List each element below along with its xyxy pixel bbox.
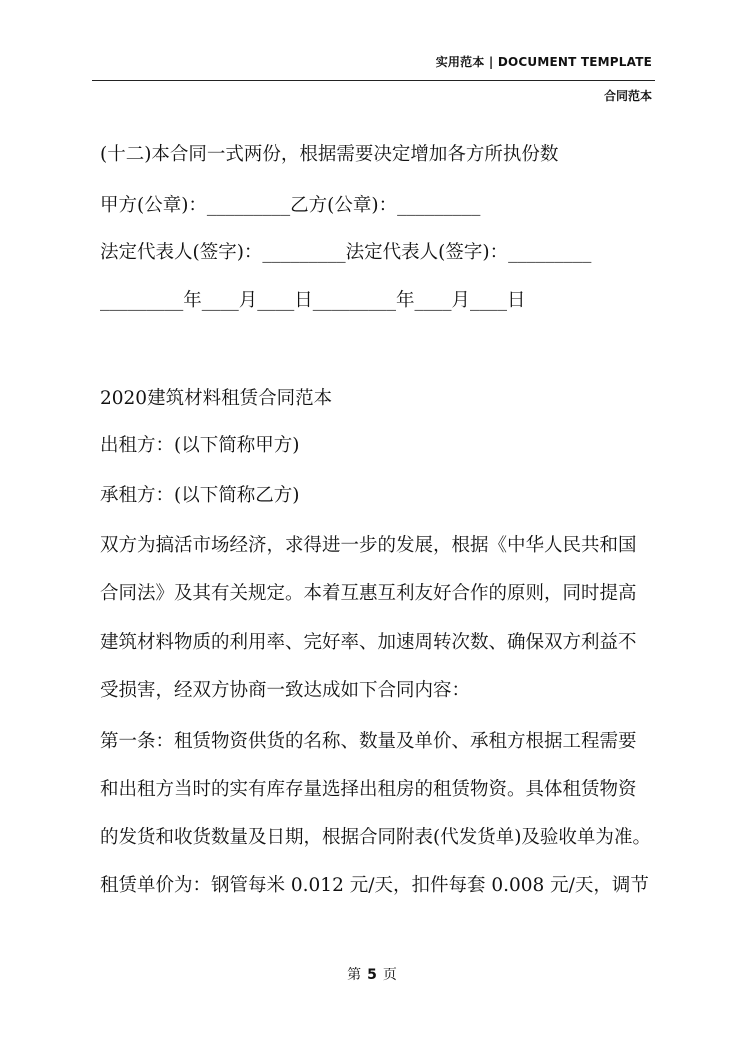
body-line: 合同法》及其有关规定。本着互惠互利友好合作的原则，同时提高 — [100, 583, 637, 604]
page-footer — [0, 964, 744, 984]
lessor-line: 出租方：(以下简称甲方) — [100, 435, 300, 456]
header-title: 实用范本 | DOCUMENT TEMPLATE — [435, 55, 652, 69]
page-prefix: 第 — [347, 967, 362, 983]
page-number: 5 — [367, 967, 377, 983]
page-suffix: 页 — [382, 967, 397, 983]
header-divider — [92, 80, 655, 81]
body-line: 租赁单价为：钢管每米 0.012 元/天，扣件每套 0.008 元/天，调节 — [100, 875, 649, 896]
body-line: 第一条：租赁物资供货的名称、数量及单价、承租方根据工程需要 — [100, 731, 637, 752]
representative-signature-line: 法定代表人(签字)：_________法定代表人(签字)：_________ — [100, 242, 592, 263]
body-line: 双方为搞活市场经济，求得进一步的发展，根据《中华人民共和国 — [100, 535, 637, 556]
body-line: 建筑材料物质的利用率、完好率、加速周转次数、确保双方利益不 — [100, 632, 637, 653]
seal-signature-line: 甲方(公章)：_________乙方(公章)：_________ — [100, 195, 481, 216]
body-line: 受损害，经双方协商一致达成如下合同内容： — [100, 680, 471, 701]
body-line: 的发货和收货数量及日期，根据合同附表(代发货单)及验收单为准。 — [100, 827, 651, 848]
date-line: _________年____月____日_________年____月____日 — [100, 290, 526, 311]
header-subtitle: 合同范本 — [603, 89, 652, 103]
body-line: 和出租方当时的实有库存量选择出租房的租赁物资。具体租赁物资 — [100, 779, 637, 800]
lessee-line: 承租方：(以下简称乙方) — [100, 485, 300, 506]
contract-title: 2020建筑材料租赁合同范本 — [100, 388, 333, 409]
copies-clause: (十二)本合同一式两份，根据需要决定增加各方所执份数 — [100, 144, 559, 165]
